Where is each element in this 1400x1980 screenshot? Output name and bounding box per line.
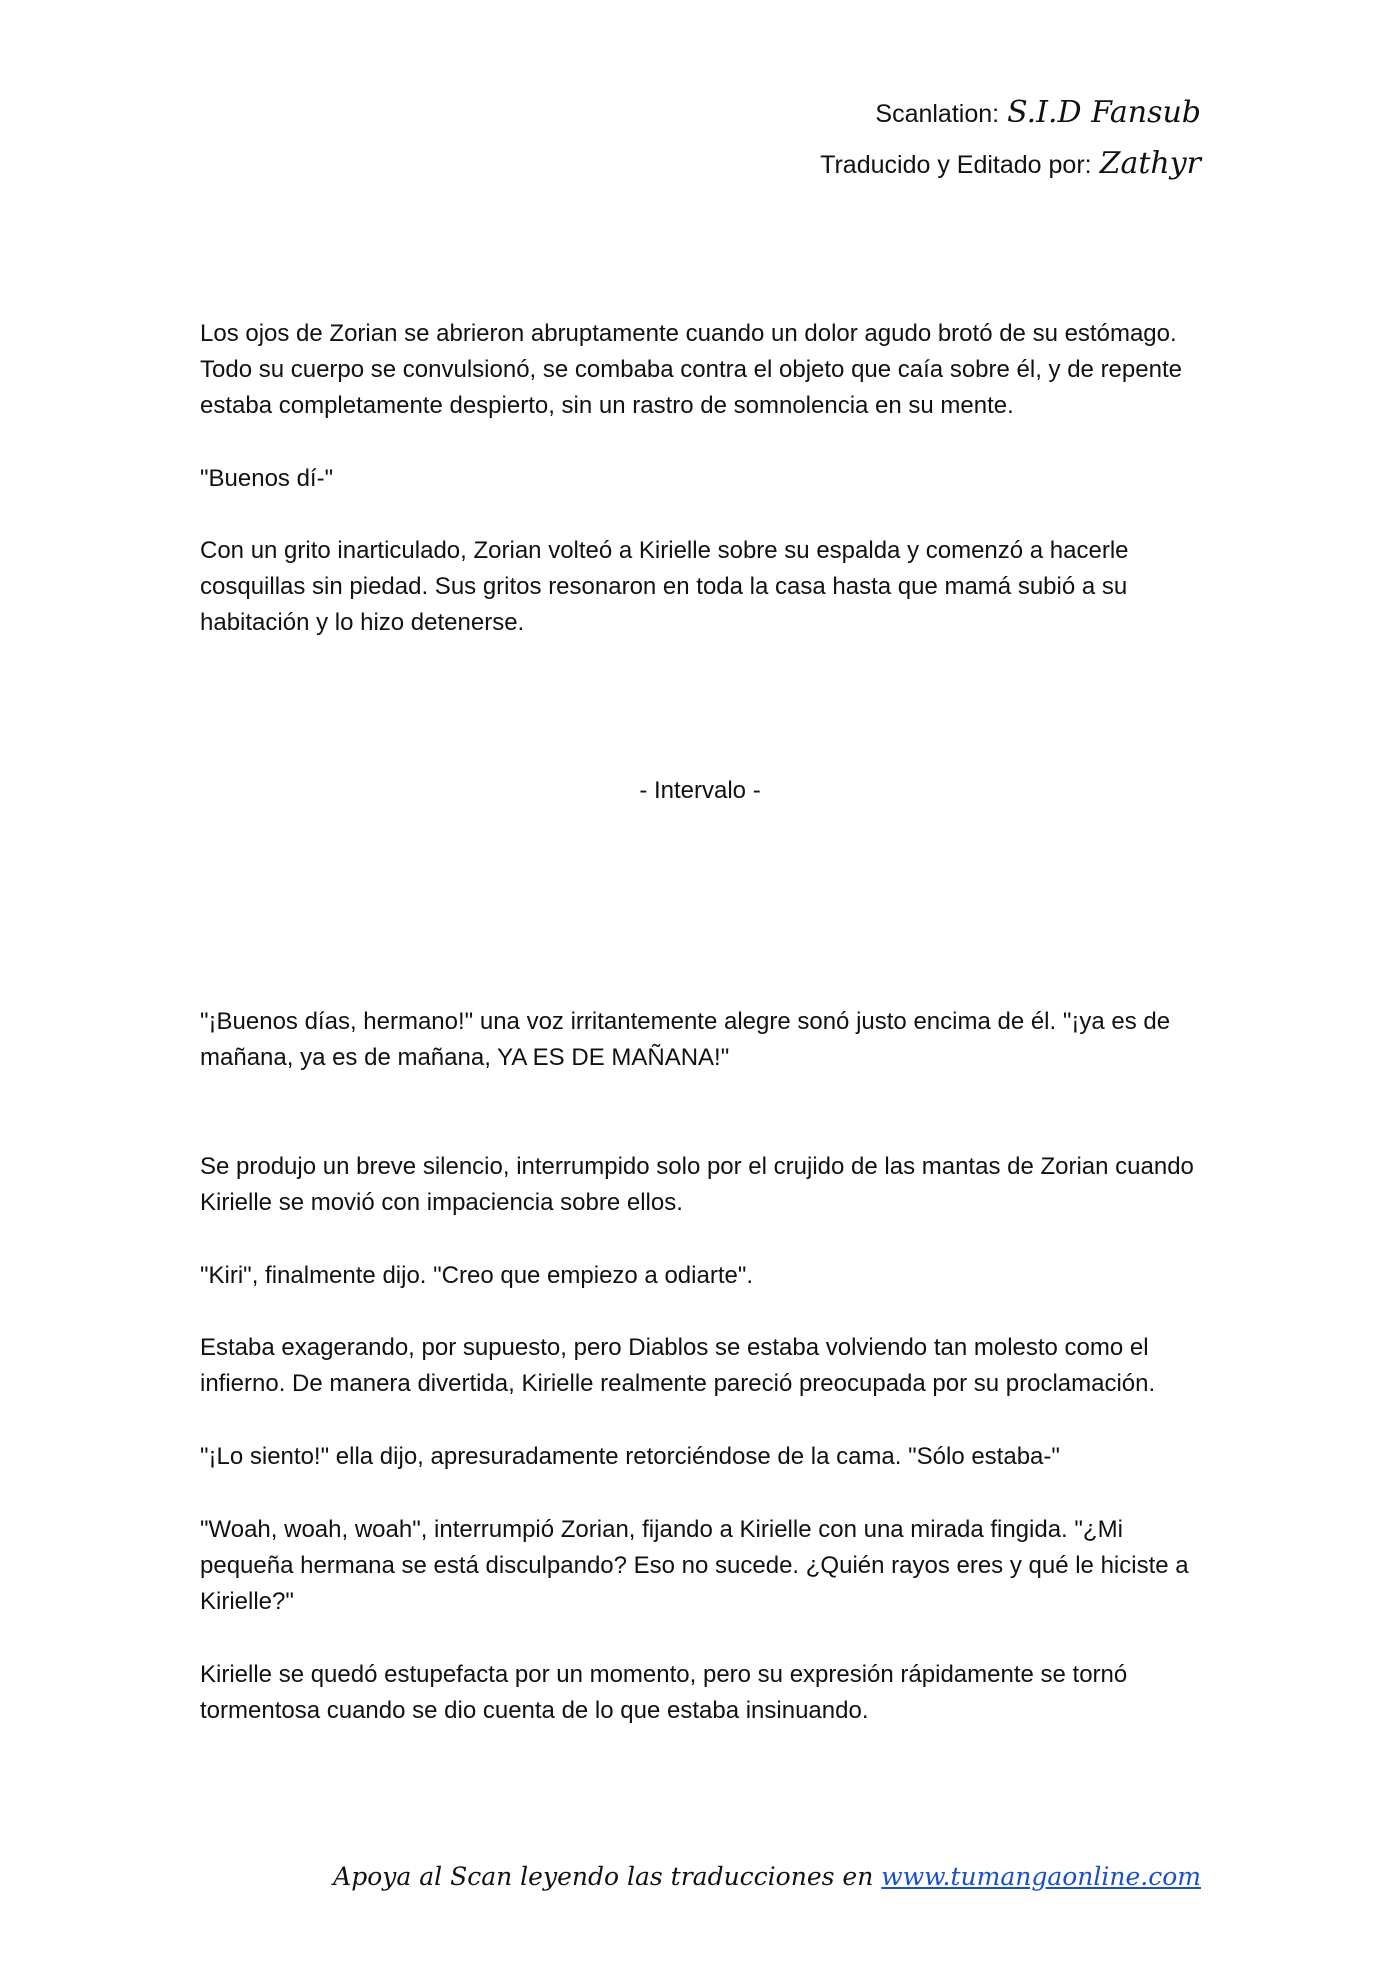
translator-value: Zathyr xyxy=(1099,146,1201,181)
footer-text: Apoya al Scan leyendo las traducciones en xyxy=(333,1862,874,1891)
paragraph: "Woah, woah, woah", interrumpió Zorian, fijando a Kirielle con una mirada fingida. "¿Mi pequeña hermana se está disculpando? Eso no sucede. ¿Quién rayos eres y qué le hiciste a Kirielle?" xyxy=(200,1516,1189,1615)
scanlation-credit xyxy=(820,88,1201,139)
paragraph: "¡Lo siento!" ella dijo, apresuradamente retorciéndose de la cama. "Sólo estaba-" xyxy=(200,1443,1060,1470)
translator-label: Traducido y Editado por: xyxy=(820,151,1092,179)
paragraph: "¡Buenos días, hermano!" una voz irritantemente alegre sonó justo encima de él. "¡ya es de mañana, ya es de mañana, YA ES DE MAÑANA!" xyxy=(200,1008,1171,1071)
scanlation-label: Scanlation: xyxy=(875,100,1000,128)
paragraph: Se produjo un breve silencio, interrumpido solo por el crujido de las mantas de Zorian cuando Kirielle se movió con impaciencia sobre ellos. xyxy=(200,1153,1194,1216)
translator-credit xyxy=(820,139,1201,190)
paragraph: Con un grito inarticulado, Zorian volteó a Kirielle sobre su espalda y comenzó a hacerle cosquillas sin piedad. Sus gritos resonaron en toda la casa hasta que mamá subió a su habitación y lo hizo detenerse. xyxy=(200,537,1129,636)
paragraph: Estaba exagerando, por supuesto, pero Diablos se estaba volviendo tan molesto como el infierno. De manera divertida, Kirielle realmente pareció preocupada por su proclamación. xyxy=(200,1334,1156,1397)
paragraph: Los ojos de Zorian se abrieron abruptamente cuando un dolor agudo brotó de su estómago. Todo su cuerpo se convulsionó, se combaba contra el objeto que caía sobre él, y de repente estaba completamente despierto, sin un rastro de somnolencia en su mente. xyxy=(200,320,1182,419)
credits-block xyxy=(820,88,1201,190)
paragraph: Kirielle se quedó estupefacta por un momento, pero su expresión rápidamente se tornó tormentosa cuando se dio cuenta de lo que estaba insinuando. xyxy=(200,1661,1128,1724)
paragraph: "Buenos dí-" xyxy=(200,465,334,492)
footer-support-line xyxy=(333,1857,1201,1897)
section-separator: - Intervalo - xyxy=(639,777,761,804)
footer-link[interactable]: www.tumangaonline.com xyxy=(881,1862,1201,1891)
paragraph: "Kiri", finalmente dijo. "Creo que empiezo a odiarte". xyxy=(200,1262,754,1289)
scanlation-value: S.I.D Fansub xyxy=(1007,95,1201,130)
